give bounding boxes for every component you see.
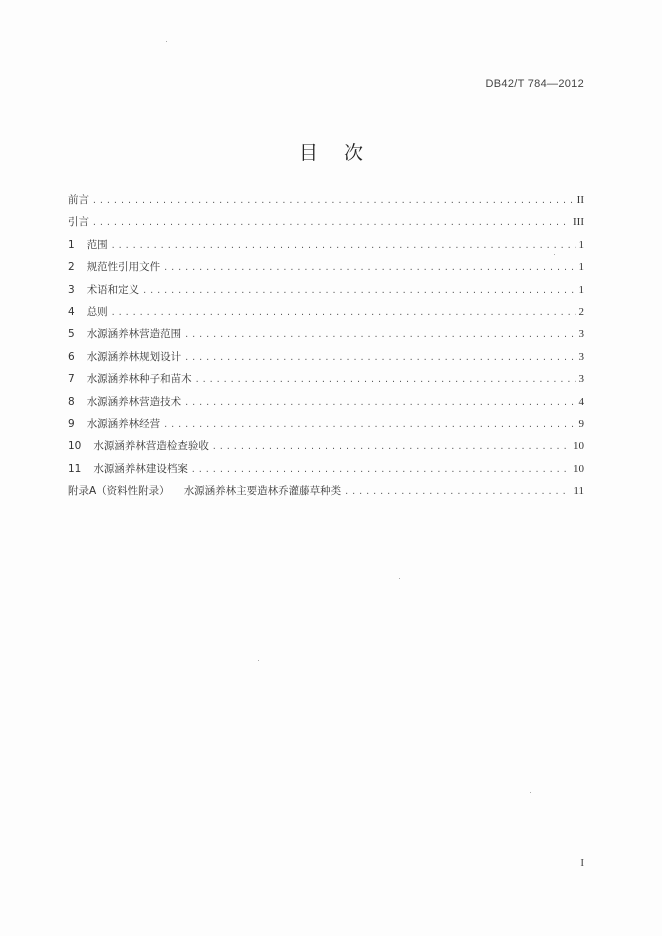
toc-entry-page: 3 — [578, 373, 584, 386]
toc-entry[interactable] — [68, 301, 584, 323]
toc-entry-text: 范围 — [86, 238, 108, 251]
toc-entry-number: 2 — [68, 261, 75, 274]
toc-entry-label — [68, 234, 108, 256]
toc-entry-page: 11 — [573, 485, 584, 498]
toc-entry[interactable] — [68, 323, 584, 345]
toc-entry-page: 4 — [578, 395, 584, 408]
toc-entry-label — [68, 211, 89, 233]
toc-entry-page: 2 — [578, 305, 584, 318]
toc-leader-dots — [191, 459, 570, 481]
toc-leader-dots — [212, 436, 570, 458]
toc-entry-page: 1 — [578, 238, 584, 251]
toc-entry-label — [68, 391, 181, 413]
toc-entry-page: 3 — [578, 328, 584, 341]
toc-entry-page: II — [576, 194, 584, 206]
toc-entry-label — [68, 458, 188, 480]
scan-speck — [554, 254, 555, 255]
toc-entry-label — [68, 480, 341, 502]
toc-entry[interactable] — [68, 234, 584, 256]
scan-speck — [399, 578, 400, 579]
toc-entry[interactable] — [68, 256, 584, 278]
toc-entry-text: 水源涵养林主要造林乔灌藤草种类 — [183, 485, 342, 498]
toc-entry-label — [68, 256, 160, 278]
toc-entry[interactable] — [68, 189, 584, 211]
toc-entry-number: 7 — [68, 373, 75, 386]
page-number: I — [580, 857, 584, 869]
toc-entry-text: 水源涵养林规划设计 — [86, 350, 182, 363]
toc-leader-dots — [92, 212, 570, 234]
toc-entry-number: 1 — [68, 238, 75, 251]
toc-entry-text: 水源涵养林经营 — [86, 417, 161, 430]
toc-entry-number: 10 — [68, 440, 82, 453]
toc-entry[interactable] — [68, 435, 584, 457]
toc-entry-text: 总则 — [86, 305, 108, 318]
toc-entry-label — [68, 279, 139, 301]
toc-entry[interactable] — [68, 458, 584, 480]
toc-entry-text: 规范性引用文件 — [86, 261, 161, 274]
document-code: DB42/T 784—2012 — [485, 78, 584, 90]
toc-entry[interactable] — [68, 279, 584, 301]
toc-leader-dots — [142, 280, 575, 302]
toc-entry-label — [68, 323, 181, 345]
toc-entry-label — [68, 435, 209, 457]
toc-leader-dots — [195, 369, 576, 391]
toc-entry-text: 水源涵养林营造范围 — [86, 328, 182, 341]
toc-leader-dots — [184, 392, 575, 414]
toc-entry-page: 1 — [578, 261, 584, 274]
toc-entry-number: 11 — [68, 462, 82, 475]
toc-entry-text: 水源涵养林营造检查验收 — [93, 440, 209, 453]
toc-entry[interactable] — [68, 391, 584, 413]
toc-entry-label — [68, 413, 160, 435]
toc-entry-number: 附录A（资料性附录） — [68, 485, 170, 498]
scan-speck — [258, 660, 259, 661]
toc-entry[interactable] — [68, 413, 584, 435]
toc-entry-number: 6 — [68, 350, 75, 363]
toc-entry-text: 前言 — [68, 194, 89, 206]
toc-leader-dots — [184, 347, 575, 369]
toc-entry-label — [68, 301, 108, 323]
toc-entry[interactable] — [68, 211, 584, 233]
table-of-contents — [68, 189, 584, 502]
toc-entry-number: 9 — [68, 417, 75, 430]
toc-entry-page: III — [573, 216, 584, 229]
toc-entry-label — [68, 346, 181, 368]
toc-entry-number: 8 — [68, 395, 75, 408]
toc-entry-text: 水源涵养林种子和苗木 — [86, 373, 192, 386]
scan-speck — [166, 41, 167, 42]
toc-entry-number: 4 — [68, 305, 75, 318]
toc-leader-dots — [111, 235, 576, 257]
toc-entry[interactable] — [68, 480, 584, 502]
toc-entry-text: 引言 — [68, 216, 89, 229]
toc-entry[interactable] — [68, 346, 584, 368]
toc-entry-page: 3 — [578, 350, 584, 363]
toc-leader-dots — [344, 481, 570, 503]
toc-entry-number: 5 — [68, 328, 75, 341]
toc-entry-label — [68, 189, 89, 211]
toc-entry-text: 术语和定义 — [86, 283, 140, 296]
toc-entry-label — [68, 368, 192, 390]
toc-leader-dots — [163, 257, 575, 279]
toc-entry-text: 水源涵养林营造技术 — [86, 395, 182, 408]
toc-entry-page: 9 — [578, 417, 584, 430]
toc-leader-dots — [163, 414, 575, 436]
toc-leader-dots — [111, 302, 576, 324]
scan-speck — [530, 792, 531, 793]
toc-entry-page: 1 — [578, 283, 584, 296]
page-title: 目次 — [298, 142, 389, 164]
toc-entry-text: 水源涵养林建设档案 — [93, 462, 188, 475]
toc-leader-dots — [184, 324, 575, 346]
toc-entry-page: 10 — [573, 440, 584, 453]
toc-entry-number: 3 — [68, 283, 75, 296]
toc-entry-page: 10 — [573, 462, 584, 475]
toc-leader-dots — [92, 190, 574, 212]
toc-entry[interactable] — [68, 368, 584, 390]
